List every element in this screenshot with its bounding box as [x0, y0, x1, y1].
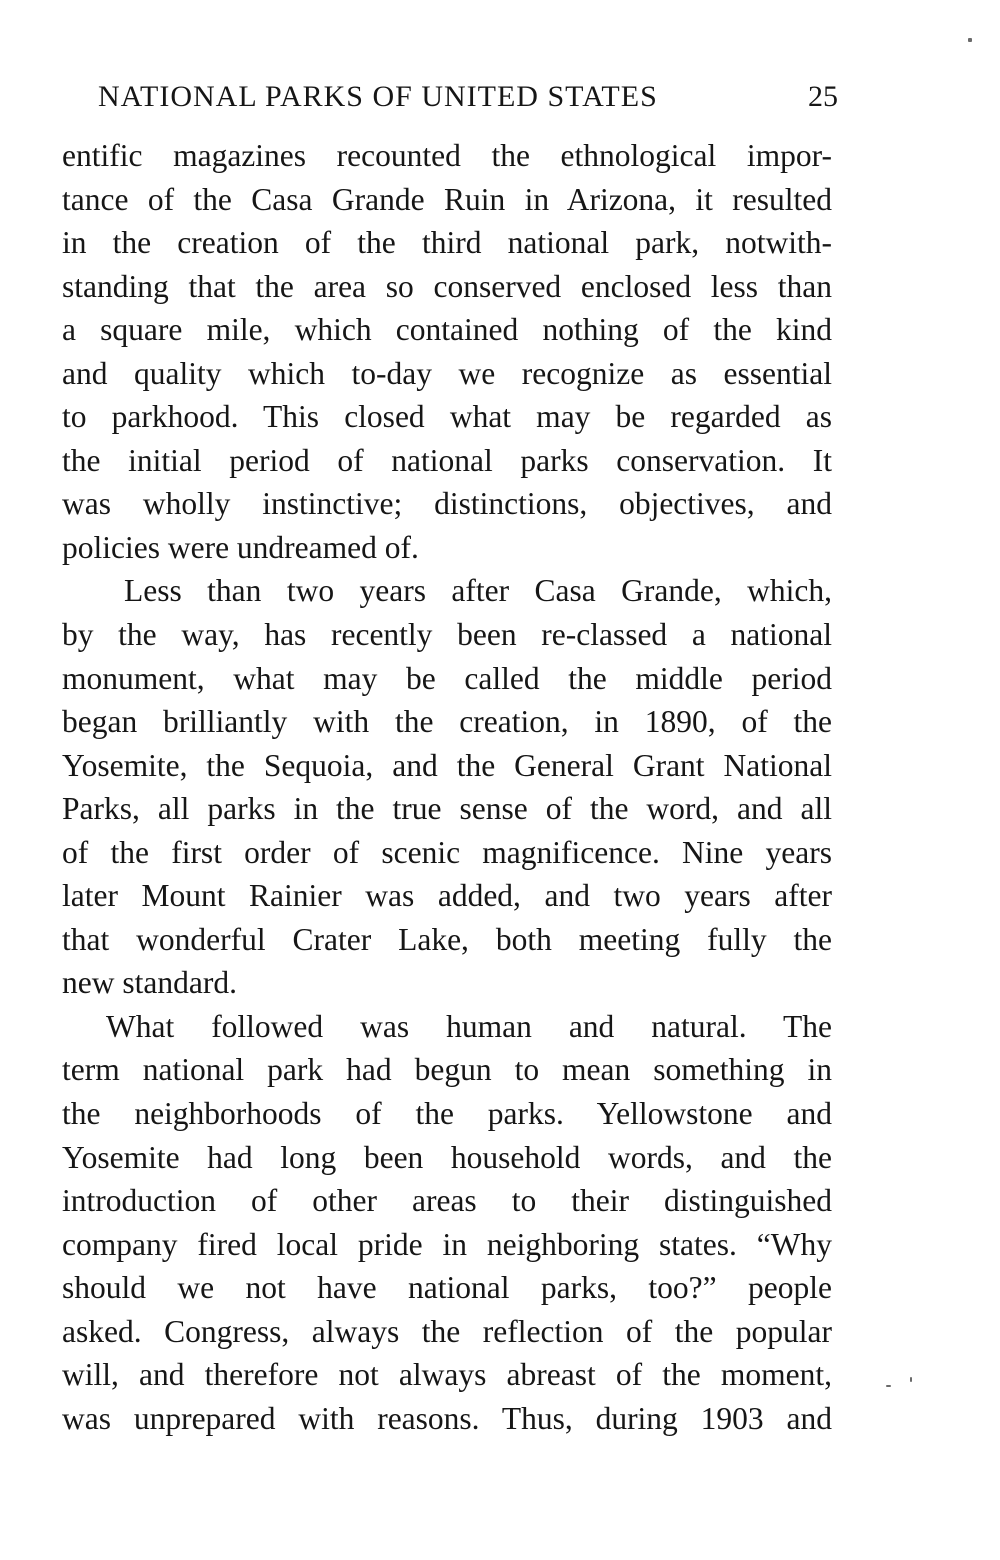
running-title: NATIONAL PARKS OF UNITED STATES: [98, 80, 658, 113]
body-text: [62, 134, 832, 1440]
text-line: the neighborhoods of the parks. Yellowstone and: [62, 1096, 832, 1132]
text-line: Less than two years after Casa Grande, which,: [124, 573, 832, 609]
text-line: standing that the area so conserved enclosed less than: [62, 268, 832, 304]
text-line: What followed was human and natural. The: [106, 1008, 832, 1044]
text-line: and quality which to-day we recognize as essential: [62, 355, 832, 391]
text-line: was unprepared with reasons. Thus, during 1903 and: [62, 1400, 832, 1436]
running-head: [98, 73, 838, 121]
text-line: in the creation of the third national park, notwith-: [62, 225, 832, 261]
paragraph-3: [62, 1005, 832, 1440]
scan-speck: [968, 38, 972, 42]
text-line: of the first order of scenic magnificence. Nine years: [62, 834, 832, 870]
text-line: to parkhood. This closed what may be regarded as: [62, 399, 832, 435]
text-line: new standard.: [62, 965, 237, 1001]
text-line: company fired local pride in neighboring states. “Why: [62, 1226, 832, 1262]
text-line: was wholly instinctive; distinctions, objectives, and: [62, 486, 832, 522]
text-line: introduction of other areas to their distinguished: [62, 1183, 832, 1219]
scan-speck: [910, 1377, 912, 1382]
text-line: should we not have national parks, too?” people: [62, 1270, 832, 1306]
text-line: a square mile, which contained nothing of the kind: [62, 312, 832, 348]
paragraph-2: [62, 569, 832, 1004]
text-line: Yosemite, the Sequoia, and the General Grant National: [62, 747, 832, 783]
text-line: the initial period of national parks conservation. It: [62, 442, 832, 478]
text-line: began brilliantly with the creation, in 1890, of the: [62, 704, 832, 740]
text-line: by the way, has recently been re-classed a national: [62, 617, 832, 653]
text-line: term national park had begun to mean something in: [62, 1052, 832, 1088]
text-line: asked. Congress, always the reflection of the popular: [62, 1313, 832, 1349]
text-line: Yosemite had long been household words, and the: [62, 1139, 832, 1175]
text-line: policies were undreamed of.: [62, 529, 419, 565]
text-line: later Mount Rainier was added, and two years after: [62, 878, 832, 914]
page-number: 25: [808, 80, 838, 113]
text-line: entific magazines recounted the ethnological impor-: [62, 138, 832, 173]
scan-speck: [886, 1385, 891, 1387]
text-line: that wonderful Crater Lake, both meeting fully the: [62, 921, 832, 957]
text-line: monument, what may be called the middle period: [62, 660, 832, 696]
paragraph-1: [62, 134, 832, 569]
text-line: will, and therefore not always abreast of the moment,: [62, 1357, 832, 1393]
text-line: tance of the Casa Grande Ruin in Arizona, it resulted: [62, 181, 832, 217]
text-line: Parks, all parks in the true sense of the word, and all: [62, 791, 832, 827]
